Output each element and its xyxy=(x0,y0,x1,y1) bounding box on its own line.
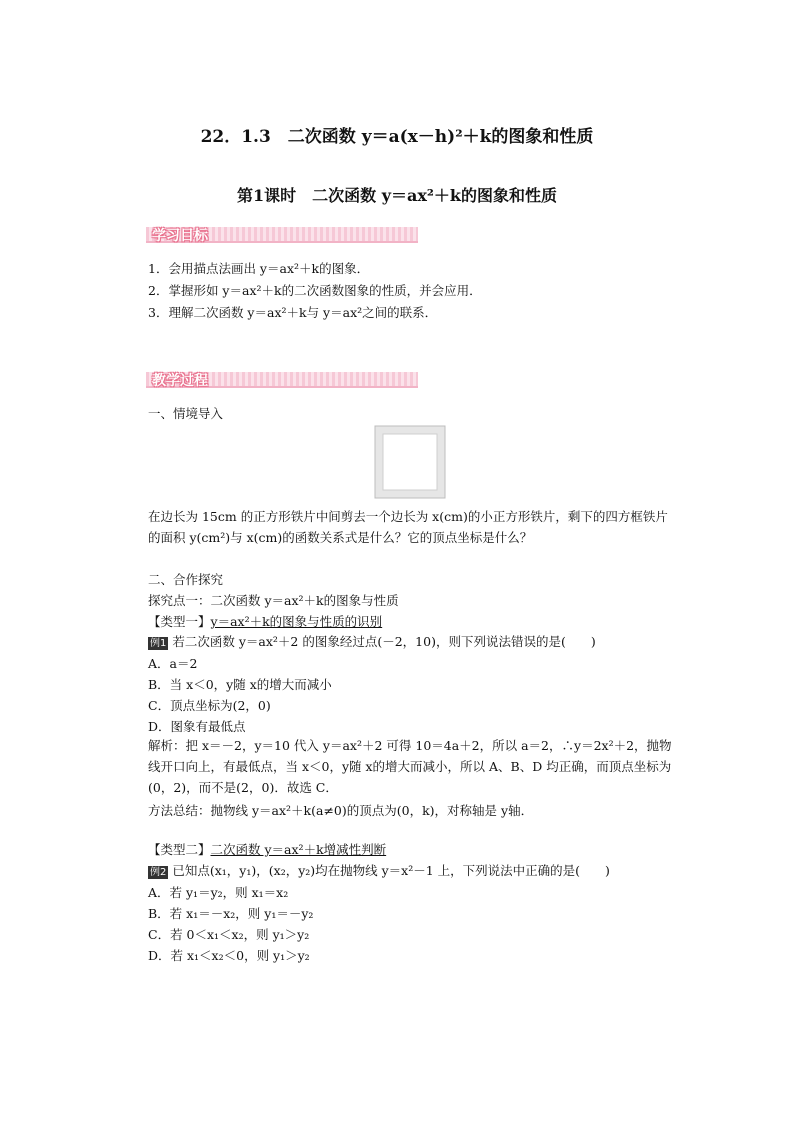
type2-title: 二次函数 y＝ax²＋k增减性判断 xyxy=(210,842,387,857)
example2-option-b: B．若 x₁＝－x₂，则 y₁＝－y₂ xyxy=(148,906,314,921)
square-frame-figure xyxy=(374,425,446,499)
example2-option-a: A．若 y₁＝y₂，则 x₁＝x₂ xyxy=(148,885,289,900)
goal-item-3: 3．理解二次函数 y＝ax²＋k与 y＝ax²之间的联系． xyxy=(148,305,438,320)
example2-option-d: D．若 x₁＜x₂＜0，则 y₁＞y₂ xyxy=(148,948,310,963)
example1-summary: 方法总结：抛物线 y＝ax²＋k(a≠0)的顶点为(0，k)，对称轴是 y轴． xyxy=(148,803,534,818)
section-label-process: 教学过程 xyxy=(152,373,208,389)
example1-question xyxy=(148,632,596,650)
example1-option-a: A．a＝2 xyxy=(148,656,198,671)
type2-heading xyxy=(148,840,386,858)
intro-problem-text: 在边长为 15cm 的正方形铁片中间剪去一个边长为 x(cm)的小正方形铁片，剩下的四方框铁片的面积 y(cm²)与 x(cm)的函数关系式是什么？它的顶点坐标是什么？ xyxy=(148,509,668,545)
example-badge: 例1 xyxy=(150,638,167,649)
example2-question xyxy=(148,861,610,879)
example1-option-d: D．图象有最低点 xyxy=(148,719,246,734)
exploration-point-1: 探究点一：二次函数 y＝ax²＋k的图象与性质 xyxy=(148,593,399,608)
type1-title: y＝ax²＋k的图象与性质的识别 xyxy=(210,614,383,629)
part2-heading: 二、合作探究 xyxy=(148,572,224,587)
example1-question-text: 若二次函数 y＝ax²＋2 的图象经过点(－2，10)，则下列说法错误的是( ) xyxy=(172,634,596,649)
section-banner-goals xyxy=(146,225,418,245)
example2-question-text: 已知点(x₁，y₁)，(x₂，y₂)均在抛物线 y＝x²－1 上，下列说法中正确的是( ) xyxy=(172,863,610,878)
example2-option-c: C．若 0＜x₁＜x₂，则 y₁＞y₂ xyxy=(148,927,310,942)
type1-prefix: 【类型一】 xyxy=(148,614,211,629)
example-badge: 例2 xyxy=(150,867,167,878)
section-label-goals: 学习目标 xyxy=(152,228,208,244)
section-banner-process xyxy=(146,370,418,390)
goal-item-2: 2．掌握形如 y＝ax²＋k的二次函数图象的性质，并会应用． xyxy=(148,283,482,298)
type1-heading xyxy=(148,612,382,630)
type2-prefix: 【类型二】 xyxy=(148,842,211,857)
goal-item-1: 1．会用描点法画出 y＝ax²＋k的图象． xyxy=(148,261,370,276)
lesson-subtitle: 第1课时 二次函数 y＝ax²＋k的图象和性质 xyxy=(236,186,557,205)
example1-option-c: C．顶点坐标为(2，0) xyxy=(148,698,271,713)
page-title: 22．1.3 二次函数 y＝a(x－h)²＋k的图象和性质 xyxy=(200,127,594,147)
example1-option-b: B．当 x＜0，y随 x的增大而减小 xyxy=(148,677,332,692)
part1-heading: 一、情境导入 xyxy=(148,406,224,421)
example1-solution: 解析：把 x＝－2，y＝10 代入 y＝ax²＋2 可得 10＝4a＋2，所以 a＝2，∴y＝2x²＋2，抛物线开口向上，有最低点，当 x＜0，y随 x的增大而减小，所以 A、B、D 均正确，而顶点坐标为(0，2)，而不是(2，0)．故选 C． xyxy=(148,738,672,795)
